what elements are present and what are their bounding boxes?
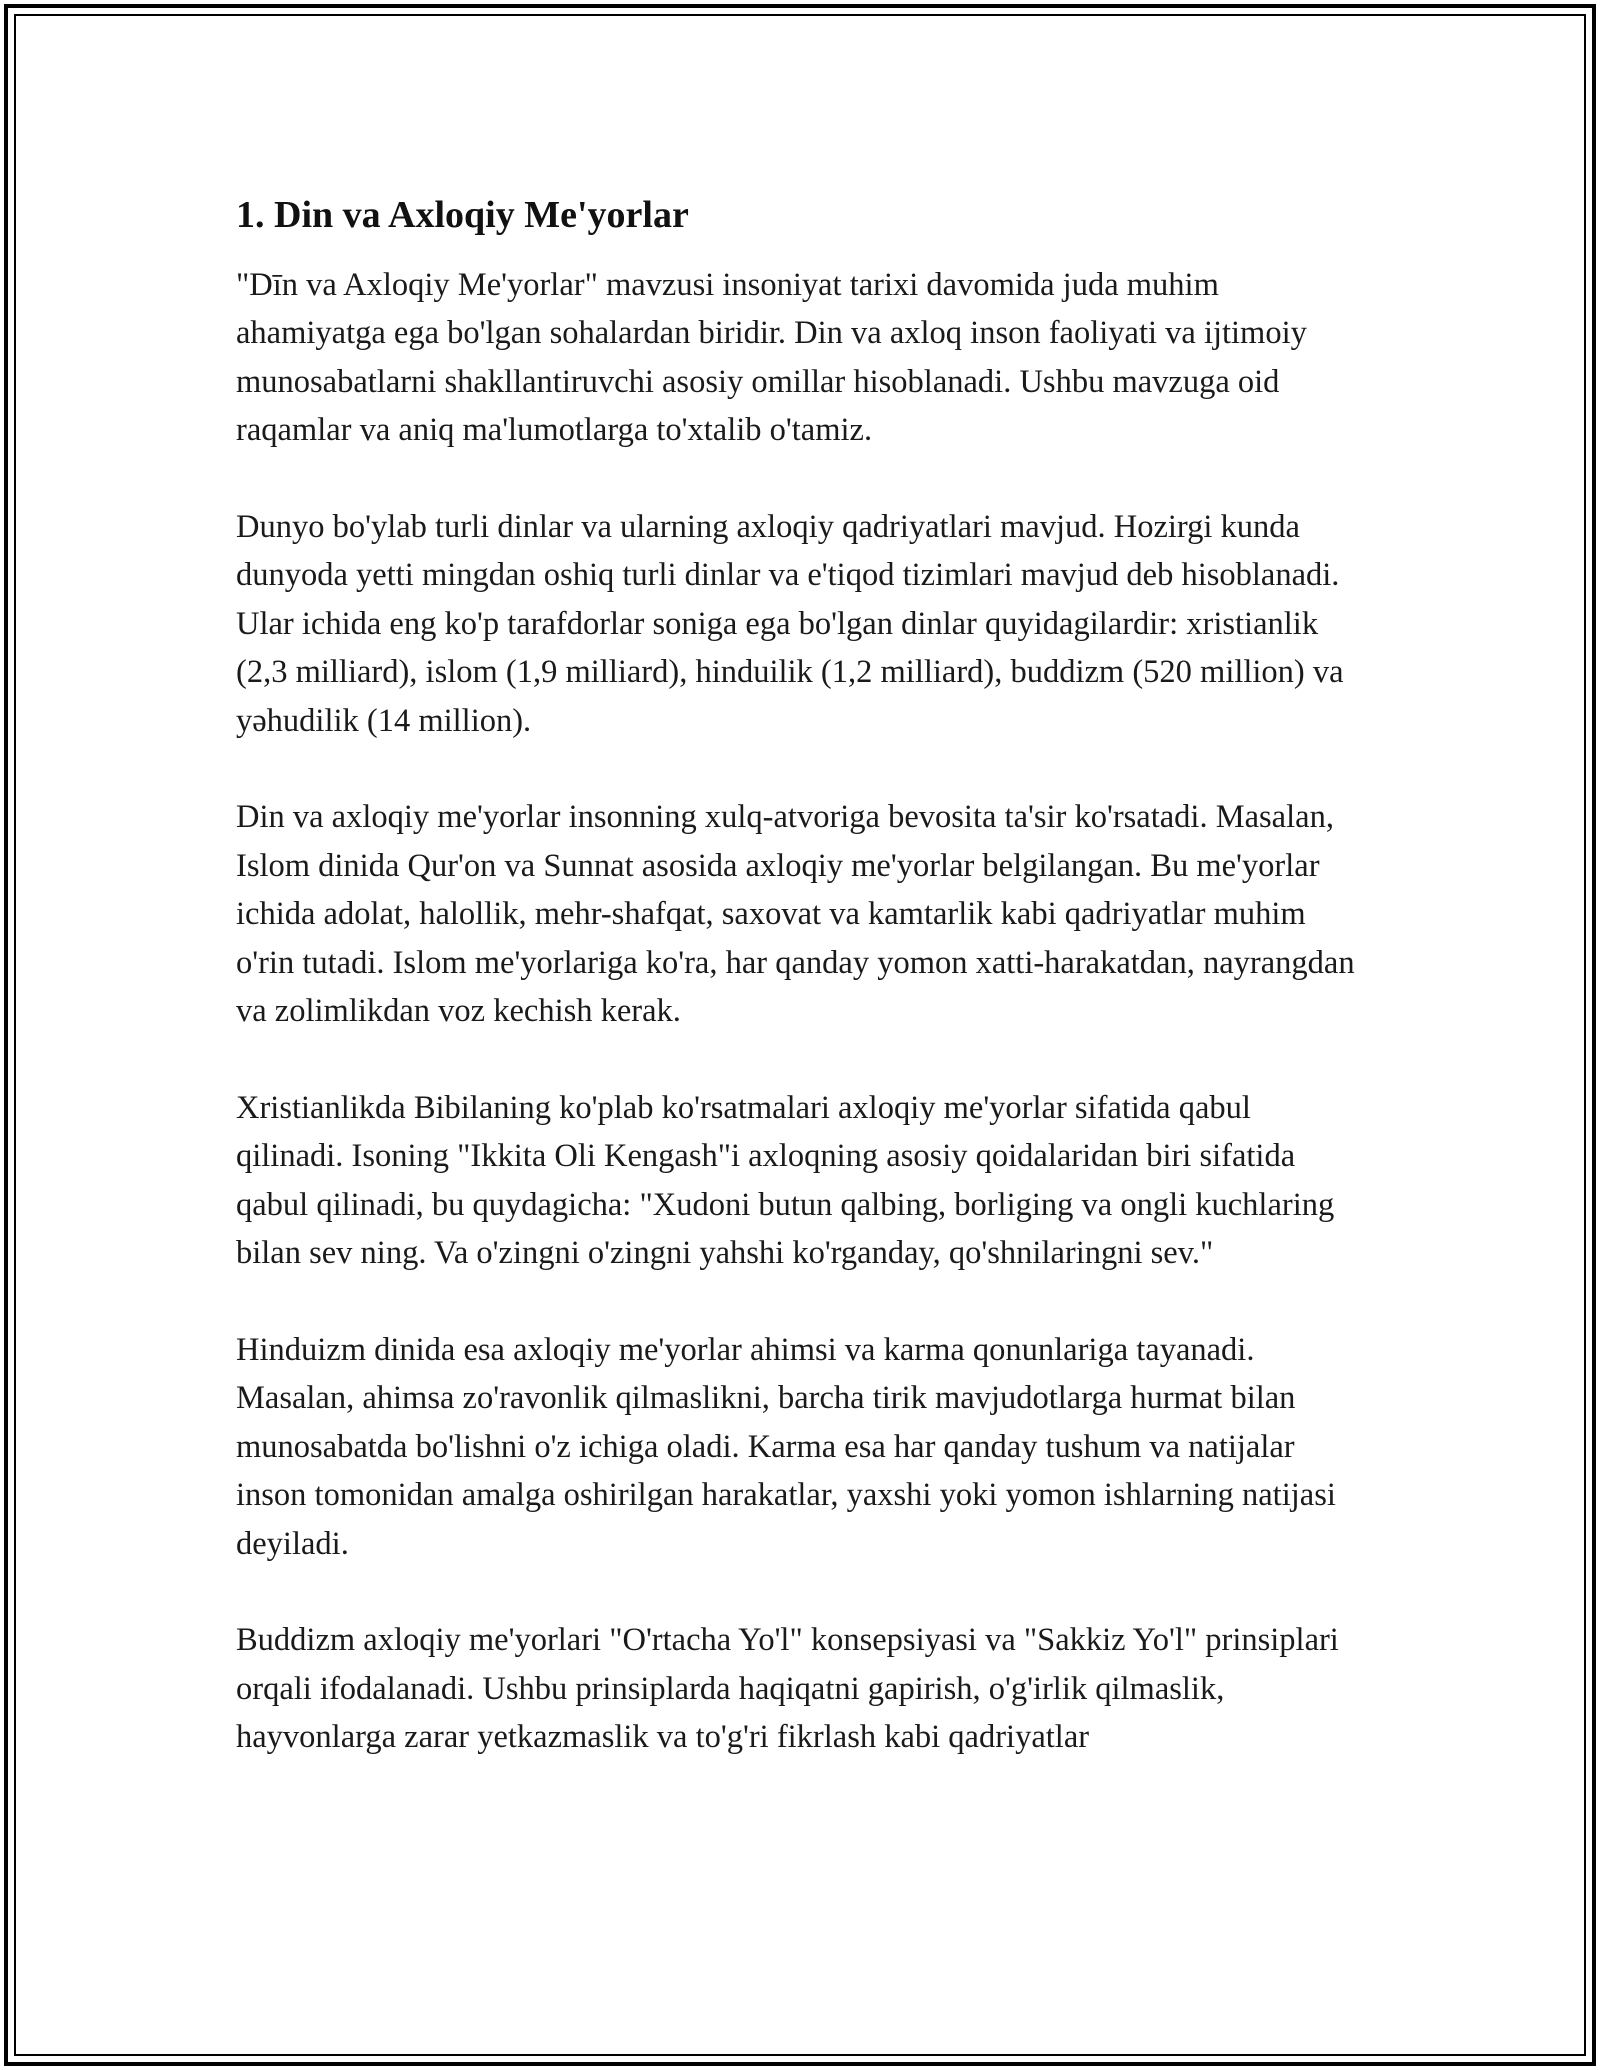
section-heading: 1. Din va Axloqiy Me'yorlar [236, 194, 689, 236]
paragraph-buddhism: Buddizm axloqiy me'yorlari "O'rtacha Yo'l" konsepsiyasi va "Sakkiz Yo'l" prinsiplari orqali ifodalanadi. Ushbu prinsiplarda haqiqatni gapirish, o'g'irlik qilmaslik, hayvonlarga zarar yetkazmaslik va to'g'ri fikrlash kabi qadriyatlar [236, 1622, 1339, 1756]
paragraph-christianity: Xristianlikda Bibilaning ko'plab ko'rsatmalari axloqiy me'yorlar sifatida qabul qilinadi. Isoning "Ikkita Oli Kengash"i axloqning asosiy qoidalaridan biri sifatida qabul qilinadi, bu quydagicha: "Xudoni butun qalbing, borliging va ongli kuchlaring bilan sev ning. Va o'zingni o'zingni yahshi ko'rganday, qo'shnilaringni sev." [236, 1089, 1335, 1272]
document-body [236, 188, 1366, 1810]
paragraph-hinduism: Hinduizm dinida esa axloqiy me'yorlar ahimsi va karma qonunlariga tayanadi. Masalan, ahimsa zo'ravonlik qilmaslikni, barcha tirik mavjudotlarga hurmat bilan munosabatda bo'lishni o'z ichiga oladi. Karma esa har qanday tushum va natijalar inson tomonidan amalga oshirilgan harakatlar, yaxshi yoki yomon ishlarning natijasi deyiladi. [236, 1331, 1336, 1562]
paragraph-world-religions: Dunyo bo'ylab turli dinlar va ularning axloqiy qadriyatlari mavjud. Hozirgi kunda dunyoda yetti mingdan oshiq turli dinlar va e'tiqod tizimlari mavjud deb hisoblanadi. Ular ichida eng ko'p tarafdorlar soniga ega bo'lgan dinlar quyidagilardir: xristianlik (2,3 milliard), islom (1,9 milliard), hinduilik (1,2 milliard), buddizm (520 million) va yəhudilik (14 million). [236, 509, 1344, 739]
paragraph-islam: Din va axloqiy me'yorlar insonning xulq-atvoriga bevosita ta'sir ko'rsatadi. Masalan, Islom dinida Qur'on va Sunnat asosida axloqiy me'yorlar belgilangan. Bu me'yorlar ichida adolat, halollik, mehr-shafqat, saxovat va kamtarlik kabi qadriyatlar muhim o'rin tutadi. Islom me'yorlariga ko'ra, har qanday yomon xatti-harakatdan, nayrangdan va zolimlikdan voz kechish kerak. [236, 799, 1355, 1030]
paragraph-introduction: "Dīn va Axloqiy Me'yorlar" mavzusi insoniyat tarixi davomida juda muhim ahamiyatga ega bo'lgan sohalardan biridir. Din va axloq inson faoliyati va ijtimoiy munosabatlarni shakllantiruvchi asosiy omillar hisoblanadi. Ushbu mavzuga oid raqamlar va aniq ma'lumotlarga to'xtalib o'tamiz. [236, 267, 1307, 449]
